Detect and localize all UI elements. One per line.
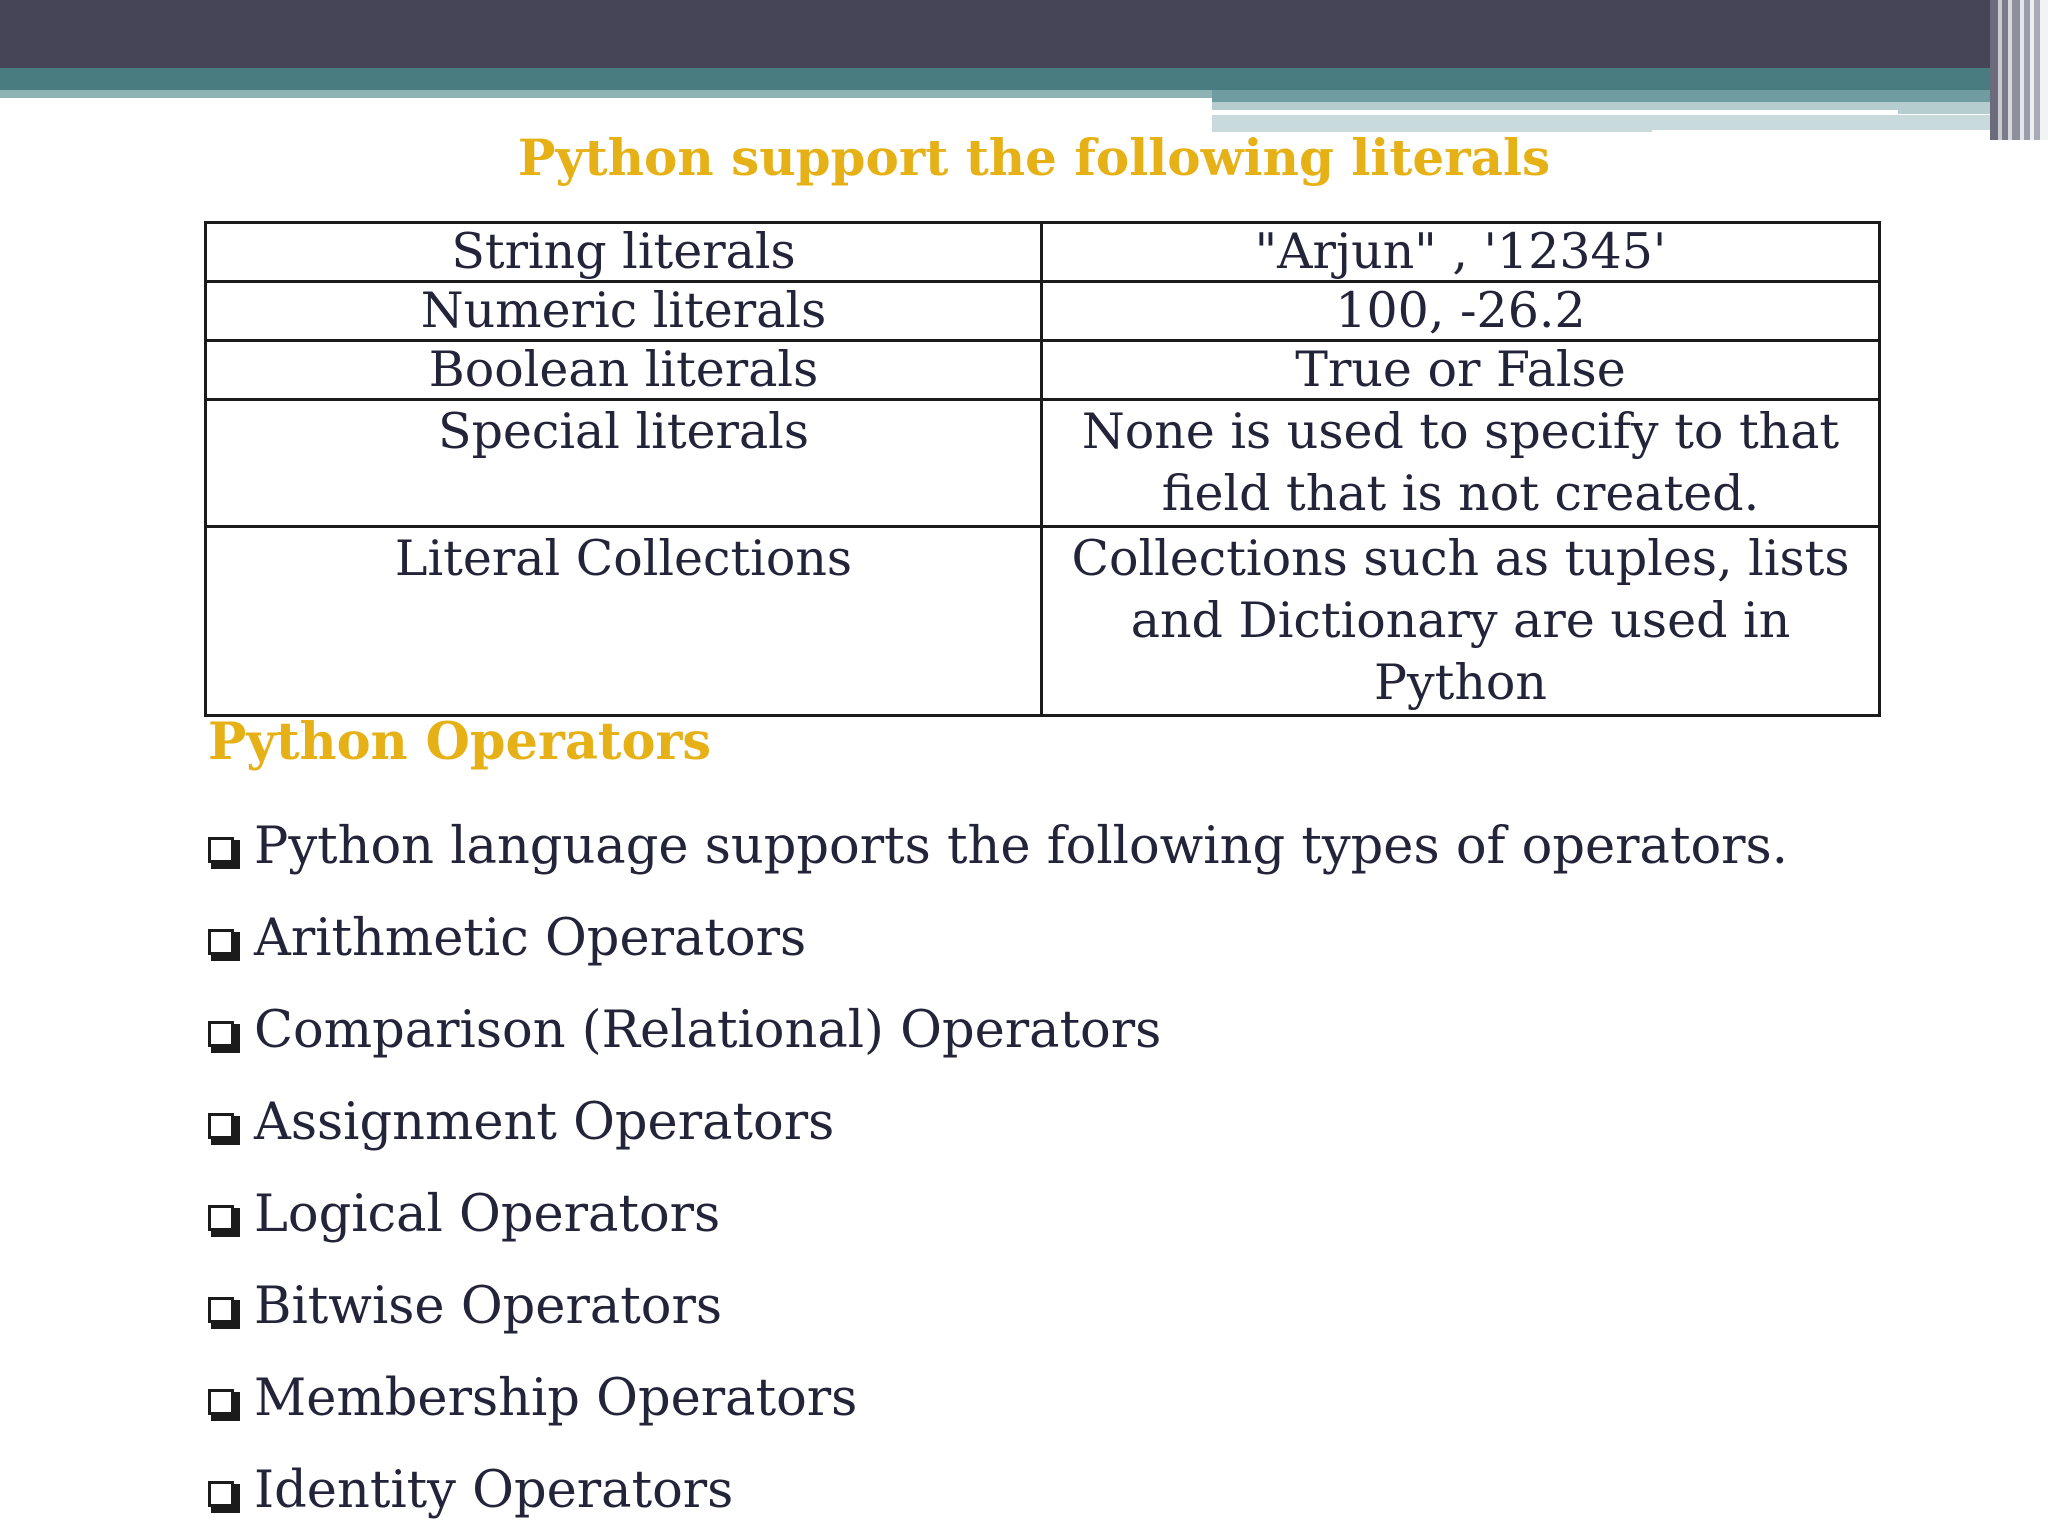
list-item-text: Logical Operators [254, 1184, 721, 1244]
list-item [208, 1168, 1788, 1260]
literal-name-cell: Special literals [206, 400, 1042, 527]
square-checkbox-bullet-icon [208, 1297, 234, 1323]
square-checkbox-bullet-icon [208, 1113, 234, 1139]
literal-example-cell: True or False [1042, 341, 1880, 400]
literals-table [204, 221, 1881, 717]
literal-example-cell: None is used to specify to that field that is not created. [1042, 400, 1880, 527]
operators-heading: Python Operators [208, 712, 712, 772]
table-row [206, 400, 1880, 527]
literal-name-cell: Literal Collections [206, 527, 1042, 716]
list-item-text: Membership Operators [254, 1368, 858, 1428]
header-bar-teal-right [1212, 90, 1990, 102]
square-checkbox-bullet-icon [208, 1021, 234, 1047]
header-band [0, 0, 2048, 140]
list-item [208, 800, 1788, 892]
list-item-text: Identity Operators [254, 1460, 734, 1520]
header-bar-dark [0, 0, 2048, 68]
list-item [208, 1260, 1788, 1352]
square-checkbox-bullet-icon [208, 1389, 234, 1415]
literal-example-cell: "Arjun" , '12345' [1042, 223, 1880, 282]
header-white-line [1212, 110, 1898, 115]
list-item-text: Assignment Operators [254, 1092, 835, 1152]
list-item [208, 1352, 1788, 1444]
list-item-text: Arithmetic Operators [254, 908, 807, 968]
slide-title: Python support the following literals [517, 128, 1551, 187]
list-item [208, 984, 1788, 1076]
square-checkbox-bullet-icon [208, 1205, 234, 1231]
list-item-text: Bitwise Operators [254, 1276, 722, 1336]
header-stripes [1990, 0, 2048, 140]
list-item [208, 1076, 1788, 1168]
operators-list [208, 800, 1788, 1536]
table-row [206, 223, 1880, 282]
header-bar-teal [0, 68, 1990, 90]
list-item [208, 1444, 1788, 1536]
square-checkbox-bullet-icon [208, 929, 234, 955]
literal-name-cell: String literals [206, 223, 1042, 282]
list-item [208, 892, 1788, 984]
table-row [206, 527, 1880, 716]
square-checkbox-bullet-icon [208, 837, 234, 863]
literal-example-cell: Collections such as tuples, lists and Dictionary are used in Python [1042, 527, 1880, 716]
header-bar-teal-thin [0, 90, 1212, 98]
literal-name-cell: Boolean literals [206, 341, 1042, 400]
list-item-text: Python language supports the following types of operators. [254, 816, 1788, 876]
square-checkbox-bullet-icon [208, 1481, 234, 1507]
table-row [206, 282, 1880, 341]
table-row [206, 341, 1880, 400]
literal-example-cell: 100, -26.2 [1042, 282, 1880, 341]
literal-name-cell: Numeric literals [206, 282, 1042, 341]
list-item-text: Comparison (Relational) Operators [254, 1000, 1162, 1060]
